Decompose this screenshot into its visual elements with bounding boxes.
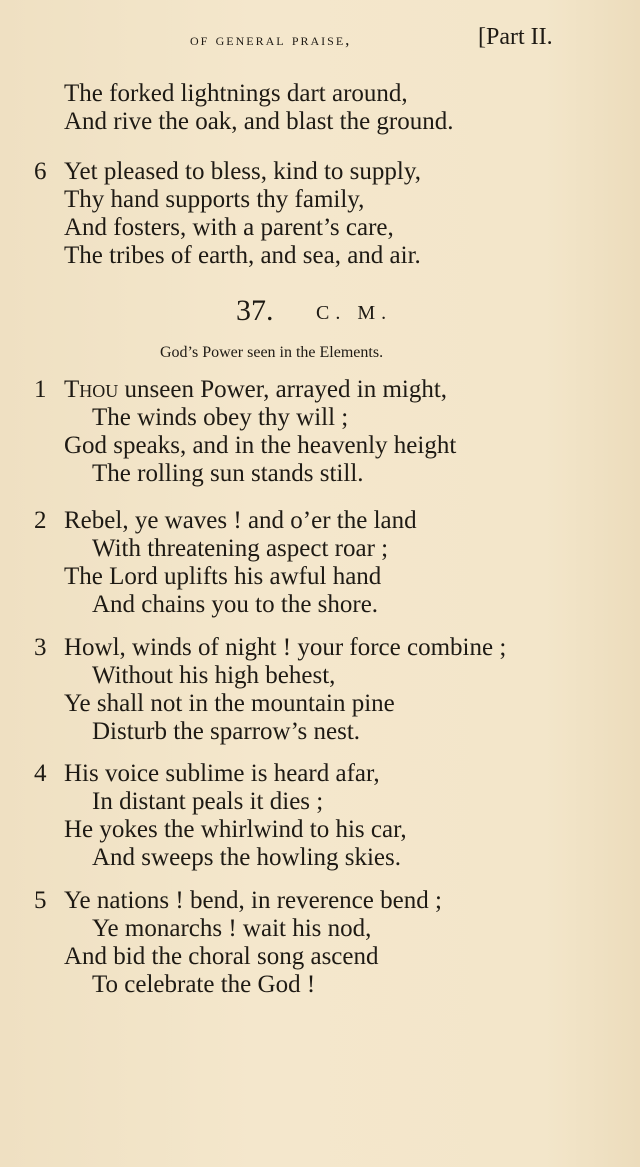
verse-line: And fosters, with a parent’s care, — [64, 214, 394, 241]
verse-line: The forked lightnings dart around, — [64, 80, 408, 107]
verse-line: Yet pleased to bless, kind to supply, — [64, 158, 421, 185]
hymn-meter: C. M. — [316, 302, 393, 324]
stanza-number: 1 — [34, 376, 47, 403]
verse-line: The winds obey thy will ; — [92, 404, 349, 431]
verse-line — [64, 376, 447, 404]
verse-line: In distant peals it dies ; — [92, 788, 324, 815]
verse-line: And chains you to the shore. — [92, 591, 379, 618]
verse-line: God speaks, and in the heavenly height — [64, 432, 457, 459]
hymn-number: 37. — [236, 294, 274, 327]
verse-line: Thy hand supports thy family, — [64, 186, 365, 213]
verse-line: The tribes of earth, and sea, and air. — [64, 242, 421, 269]
verse-line: He yokes the whirlwind to his car, — [64, 816, 407, 843]
verse-line: Ye nations ! bend, in reverence bend ; — [64, 887, 442, 914]
verse-line: The Lord uplifts his awful hand — [64, 563, 382, 590]
stanza-number: 6 — [34, 158, 47, 185]
verse-line: His voice sublime is heard afar, — [64, 760, 380, 787]
running-head — [0, 24, 600, 54]
running-head-part: [Part II. — [478, 24, 553, 50]
verse-first-word: Thou — [64, 376, 119, 403]
stanza-number: 3 — [34, 634, 47, 661]
stanza-number: 5 — [34, 887, 47, 914]
running-head-title: of general praise, — [190, 30, 352, 49]
verse-line: Without his high behest, — [92, 662, 336, 689]
verse-line: Ye shall not in the mountain pine — [64, 690, 395, 717]
verse-line: Ye monarchs ! wait his nod, — [92, 915, 372, 942]
verse-line: And sweeps the howling skies. — [92, 844, 401, 871]
stanza-number: 4 — [34, 760, 47, 787]
verse-line: And rive the oak, and blast the ground. — [64, 108, 454, 135]
verse-line: To celebrate the God ! — [92, 971, 316, 998]
verse-line: Howl, winds of night ! your force combine ; — [64, 634, 507, 661]
verse-line: Rebel, ye waves ! and o’er the land — [64, 507, 417, 534]
verse-line: The rolling sun stands still. — [92, 460, 364, 487]
verse-line: And bid the choral song ascend — [64, 943, 379, 970]
verse-line: With threatening aspect roar ; — [92, 535, 389, 562]
verse-line: Disturb the sparrow’s nest. — [92, 718, 361, 745]
verse-line-rest: unseen Power, arrayed in might, — [118, 376, 448, 403]
stanza-number: 2 — [34, 507, 47, 534]
hymn-title: God’s Power seen in the Elements. — [160, 344, 384, 361]
